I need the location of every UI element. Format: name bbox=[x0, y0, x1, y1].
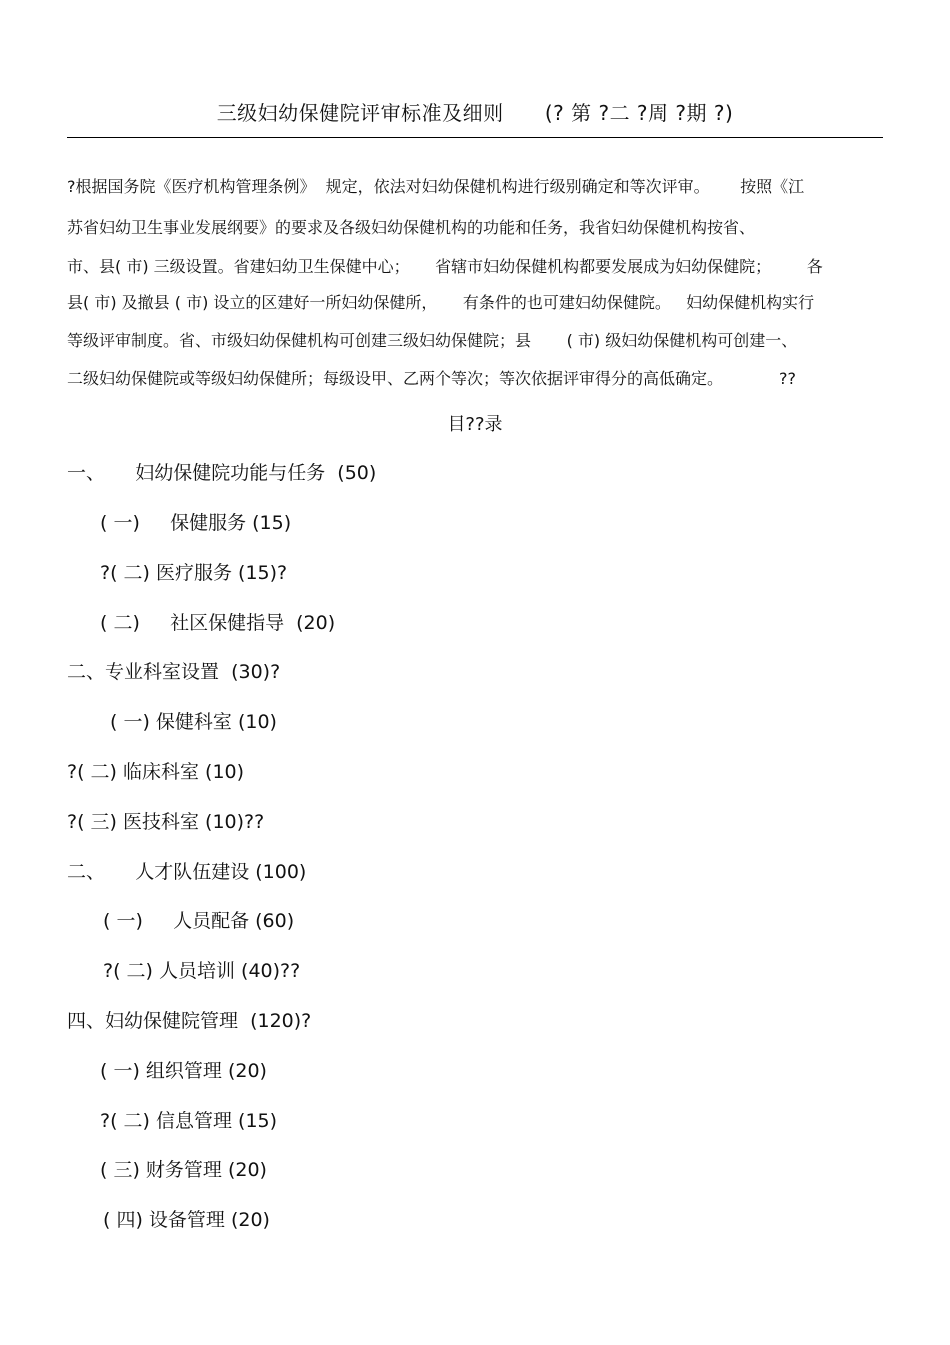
toc-item: ?( 二) 人员培训 (40)?? bbox=[103, 960, 301, 982]
intro-line: 市、县( 市) 三级设置。省建妇幼卫生保健中心； 省辖市妇幼保健机构都要发展成为妇幼保健院； 各 bbox=[67, 257, 823, 276]
document-title: 三级妇幼保健院评审标准及细则 (? 第 ?二 ?周 ?期 ?) bbox=[216, 101, 734, 125]
intro-line: 苏省妇幼卫生事业发展纲要》的要求及各级妇幼保健机构的功能和任务，我省妇幼保健机构按省、 bbox=[67, 218, 756, 237]
toc-item: ?( 二) 临床科室 (10) bbox=[67, 761, 245, 783]
toc-title: 目??录 bbox=[447, 414, 503, 435]
toc-item: ( 一) 保健服务 (15) bbox=[100, 512, 292, 534]
toc-item: ( 二) 社区保健指导 (20) bbox=[100, 612, 336, 634]
toc-item: 二、专业科室设置 (30)? bbox=[67, 661, 281, 683]
toc-item: ( 一) 保健科室 (10) bbox=[110, 711, 277, 733]
toc-item: ( 三) 财务管理 (20) bbox=[100, 1159, 267, 1181]
toc-item: 一、 妇幼保健院功能与任务 (50) bbox=[67, 462, 377, 484]
toc-item: ( 四) 设备管理 (20) bbox=[103, 1209, 270, 1231]
toc-item: ?( 三) 医技科室 (10)?? bbox=[67, 811, 265, 833]
toc-item: ( 一) 人员配备 (60) bbox=[103, 910, 295, 932]
intro-line: 县( 市) 及撤县 ( 市) 设立的区建好一所妇幼保健所， 有条件的也可建妇幼保健院。 妇幼保健机构实行 bbox=[67, 293, 815, 312]
intro-line: 二级妇幼保健院或等级妇幼保健所；每级设甲、乙两个等次；等次依据评审得分的高低确定。 ?? bbox=[67, 369, 796, 388]
toc-item: ?( 二) 医疗服务 (15)? bbox=[100, 562, 288, 584]
toc-item: ?( 二) 信息管理 (15) bbox=[100, 1110, 278, 1132]
toc-item: 二、 人才队伍建设 (100) bbox=[67, 861, 307, 883]
toc-item: 四、妇幼保健院管理 (120)? bbox=[67, 1010, 312, 1032]
header-divider bbox=[67, 137, 883, 138]
intro-line: ?根据国务院《医疗机构管理条例》 规定，依法对妇幼保健机构进行级别确定和等次评审。 按照《江 bbox=[67, 177, 805, 196]
toc-item: ( 一) 组织管理 (20) bbox=[100, 1060, 267, 1082]
intro-line: 等级评审制度。省、市级妇幼保健机构可创建三级妇幼保健院；县 ( 市) 级妇幼保健机构可创建一、 bbox=[67, 331, 798, 350]
